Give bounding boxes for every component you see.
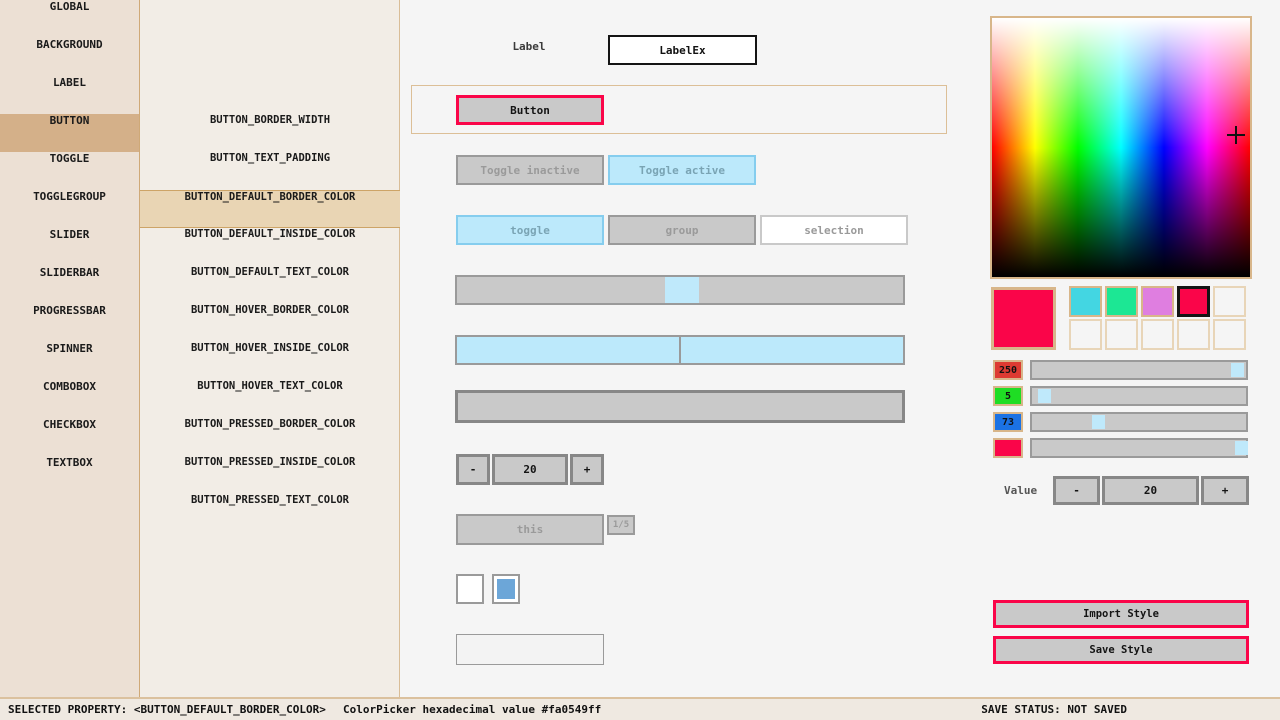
value-spinner-label: Value <box>1004 484 1038 497</box>
sidebar-item-global[interactable]: GLOBAL <box>49 0 90 13</box>
value-spinner-minus-button[interactable]: - <box>1053 476 1100 505</box>
status-hex-value: ColorPicker hexadecimal value #fa0549ff <box>343 703 602 716</box>
slider-handle[interactable] <box>665 277 699 303</box>
sidebar-item-button[interactable]: BUTTON <box>0 114 139 152</box>
green-slider-handle[interactable] <box>1038 389 1051 403</box>
value-spinner-value: 20 <box>1102 476 1199 505</box>
property-item-button-hover-inside-color[interactable]: BUTTON_HOVER_INSIDE_COLOR <box>190 342 350 354</box>
property-item-button-hover-border-color[interactable]: BUTTON_HOVER_BORDER_COLOR <box>190 304 350 316</box>
progressbar-preview <box>455 390 905 423</box>
sliderbar-left-segment[interactable] <box>455 335 680 365</box>
spinner-value: 20 <box>492 454 568 485</box>
alpha-slider-track[interactable] <box>1030 438 1248 458</box>
property-item-button-default-inside-color[interactable]: BUTTON_DEFAULT_INSIDE_COLOR <box>184 228 356 240</box>
checkbox-checked-preview[interactable] <box>492 574 520 604</box>
sidebar-item-spinner[interactable]: SPINNER <box>46 342 93 355</box>
red-value-chip: 250 <box>993 360 1023 380</box>
red-slider-track[interactable] <box>1030 360 1248 380</box>
sidebar-item-slider[interactable]: SLIDER <box>49 228 90 241</box>
toggle-active-preview[interactable]: Toggle active <box>608 155 756 185</box>
status-save-status: SAVE STATUS: NOT SAVED <box>981 703 1127 716</box>
checkbox-checkmark <box>497 579 515 599</box>
slider-preview[interactable] <box>455 275 905 305</box>
blue-slider-handle[interactable] <box>1092 415 1105 429</box>
preview-panel <box>400 0 960 697</box>
empty-swatch[interactable] <box>1213 286 1246 317</box>
color-swatch[interactable] <box>1069 286 1102 317</box>
color-swatch[interactable] <box>1141 286 1174 317</box>
color-swatch[interactable] <box>1105 286 1138 317</box>
button-preview[interactable]: Button <box>456 95 604 125</box>
value-spinner-plus-button[interactable]: + <box>1201 476 1249 505</box>
selected-color-swatch <box>991 287 1056 350</box>
sidebar-item-progressbar[interactable]: PROGRESSBAR <box>33 304 106 317</box>
alpha-value-chip <box>993 438 1023 458</box>
combobox-page-indicator: 1/5 <box>607 515 635 535</box>
sidebar-item-toggle[interactable]: TOGGLE <box>49 152 90 165</box>
empty-swatch[interactable] <box>1105 319 1138 350</box>
empty-swatch[interactable] <box>1213 319 1246 350</box>
color-picker-gradient[interactable] <box>990 16 1252 279</box>
property-item-button-border-width[interactable]: BUTTON_BORDER_WIDTH <box>209 114 331 126</box>
checkbox-unchecked-preview[interactable] <box>456 574 484 604</box>
color-picker-crosshair-icon <box>1235 126 1237 144</box>
sidebar-item-checkbox[interactable]: CHECKBOX <box>43 418 96 431</box>
sidebar-item-textbox[interactable]: TEXTBOX <box>46 456 93 469</box>
color-swatch[interactable] <box>1177 286 1210 317</box>
green-slider-track[interactable] <box>1030 386 1248 406</box>
label-preview-caption: Label <box>512 40 546 53</box>
green-value-chip: 5 <box>993 386 1023 406</box>
empty-swatch[interactable] <box>1177 319 1210 350</box>
status-selected-property: SELECTED PROPERTY: <BUTTON_DEFAULT_BORDER_COLOR> <box>8 703 326 716</box>
sliderbar-preview[interactable] <box>455 335 905 365</box>
sidebar-item-label[interactable]: LABEL <box>52 76 87 89</box>
sliderbar-right-segment[interactable] <box>680 335 905 365</box>
empty-swatch[interactable] <box>1141 319 1174 350</box>
togglegroup-selection-button[interactable]: selection <box>760 215 908 245</box>
property-item-button-default-border-color[interactable]: BUTTON_DEFAULT_BORDER_COLOR <box>140 190 400 228</box>
blue-value-chip: 73 <box>993 412 1023 432</box>
category-sidebar <box>0 0 140 697</box>
property-item-button-pressed-text-color[interactable]: BUTTON_PRESSED_TEXT_COLOR <box>190 494 350 506</box>
spinner-plus-button[interactable]: + <box>570 454 604 485</box>
empty-swatch[interactable] <box>1069 319 1102 350</box>
property-item-button-default-text-color[interactable]: BUTTON_DEFAULT_TEXT_COLOR <box>190 266 350 278</box>
sidebar-item-combobox[interactable]: COMBOBOX <box>43 380 96 393</box>
togglegroup-toggle-button[interactable]: toggle <box>456 215 604 245</box>
property-list <box>140 0 400 697</box>
property-item-button-pressed-inside-color[interactable]: BUTTON_PRESSED_INSIDE_COLOR <box>184 456 356 468</box>
red-slider-handle[interactable] <box>1231 363 1244 377</box>
alpha-slider-handle[interactable] <box>1235 441 1248 455</box>
color-panel <box>960 0 1280 697</box>
blue-slider-track[interactable] <box>1030 412 1248 432</box>
save-style-button[interactable]: Save Style <box>993 636 1249 664</box>
sidebar-item-togglegroup[interactable]: TOGGLEGROUP <box>33 190 106 203</box>
combobox-preview[interactable]: this <box>456 514 604 545</box>
togglegroup-group-button[interactable]: group <box>608 215 756 245</box>
label-example-box: LabelEx <box>608 35 757 65</box>
property-item-button-text-padding[interactable]: BUTTON_TEXT_PADDING <box>209 152 331 164</box>
property-item-button-pressed-border-color[interactable]: BUTTON_PRESSED_BORDER_COLOR <box>184 418 356 430</box>
import-style-button[interactable]: Import Style <box>993 600 1249 628</box>
property-item-button-hover-text-color[interactable]: BUTTON_HOVER_TEXT_COLOR <box>197 380 343 392</box>
toggle-inactive-preview[interactable]: Toggle inactive <box>456 155 604 185</box>
spinner-minus-button[interactable]: - <box>456 454 490 485</box>
sidebar-item-background[interactable]: BACKGROUND <box>36 38 103 51</box>
sidebar-item-sliderbar[interactable]: SLIDERBAR <box>39 266 100 279</box>
status-bar <box>0 697 1280 720</box>
textbox-preview[interactable] <box>456 634 604 665</box>
